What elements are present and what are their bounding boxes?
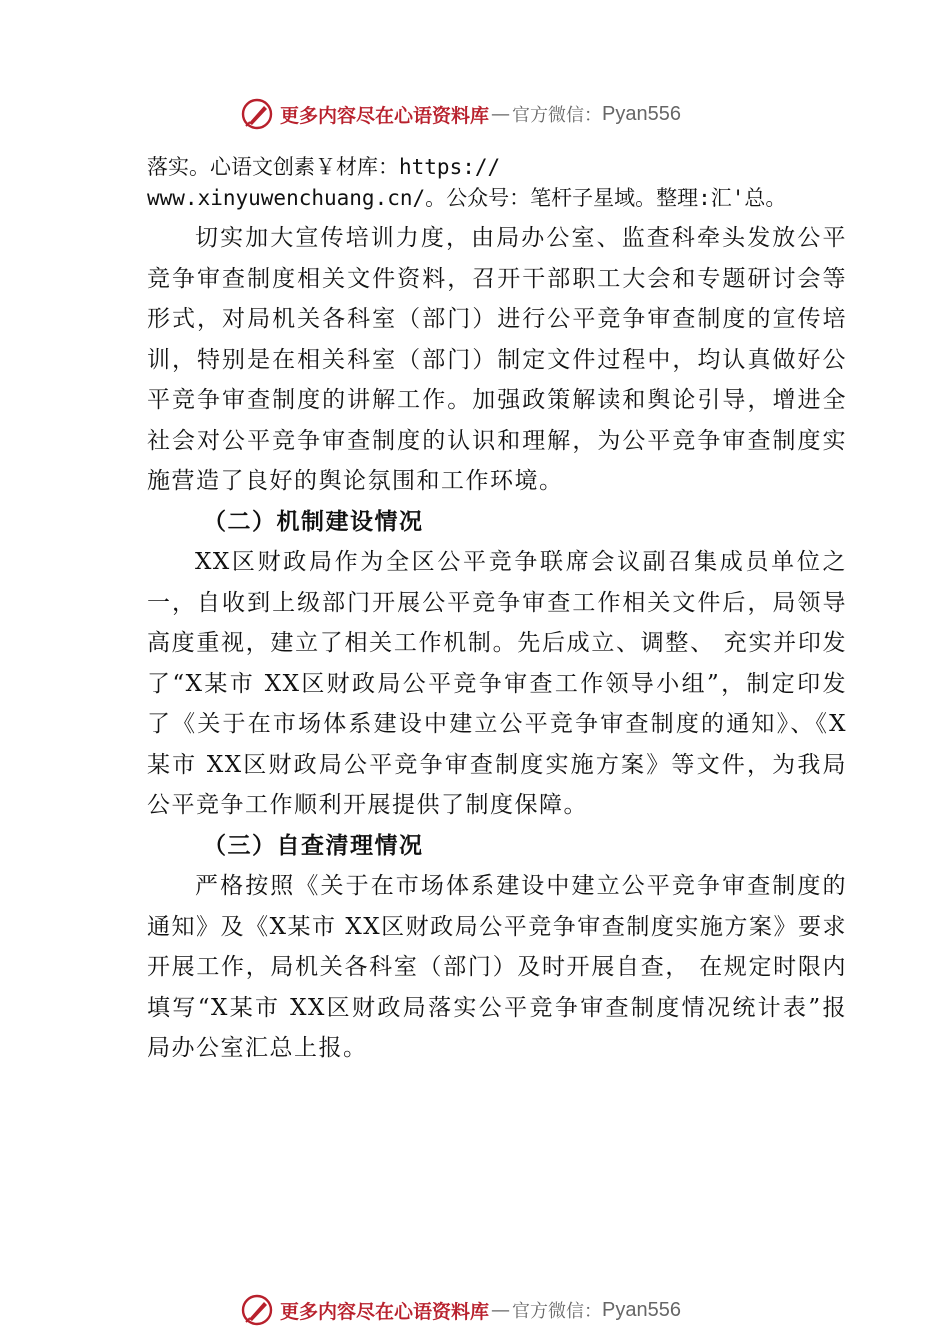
paragraph-mechanism: XX区财政局作为全区公平竞争联席会议副召集成员单位之一，自收到上级部门开展公平竞争审查工作相关文件后，局领导高度重视，建立了相关工作机制。先后成立、调整、 充实并印发了“X某市 XX区财政局公平竞争审查工作领导小组”，制定印发了《关于在市场体系建设中建立公平竞争审查制度的通知》、《X某市 XX区财政局公平竞争审查制度实施方案》等文件，为我局公平竞争工作顺利开展提供了制度保障。 [147, 549, 847, 818]
banner-wechat-id: Pyan556 [602, 1298, 681, 1321]
intro-paragraph [147, 152, 847, 214]
banner-wechat-label: 官方微信： [512, 1301, 603, 1322]
header-banner [240, 96, 681, 132]
intro-line-1: 落实。心语文创素￥材库：https:// [147, 155, 501, 179]
pen-circle-logo-icon [240, 1293, 274, 1327]
banner-dash: — [491, 1299, 511, 1321]
document-body [147, 152, 847, 1069]
section-heading-self-check: （三）自查清理情况 [203, 831, 424, 859]
paragraph-publicity: 切实加大宣传培训力度，由局办公室、监查科牵头发放公平竞争审查制度相关文件资料，召开干部职工大会和专题研讨会等形式，对局机关各科室（部门）进行公平竞争审查制度的宣传培训，特别是在相关科室（部门）制定文件过程中，均认真做好公平竞争审查制度的讲解工作。加强政策解读和舆论引导，增进全社会对公平竞争审查制度的认识和理解，为公平竞争审查制度实施营造了良好的舆论氛围和工作环境。 [147, 225, 847, 494]
banner-wechat-id: Pyan556 [602, 102, 681, 125]
paragraph-self-check: 严格按照《关于在市场体系建设中建立公平竞争审查制度的通知》及《X某市 XX区财政局公平竞争审查制度实施方案》要求开展工作，局机关各科室（部门）及时开展自查， 在规定时限内填写“X某市 XX区财政局落实公平竞争审查制度情况统计表”报局办公室汇总上报。 [147, 873, 847, 1061]
pen-circle-logo-icon [240, 97, 274, 131]
banner-wechat-label: 官方微信： [512, 105, 603, 126]
banner-dash: — [491, 103, 511, 125]
section-heading-mechanism: （二）机制建设情况 [203, 507, 424, 535]
banner-brand: 更多内容尽在心语资料库 [280, 104, 490, 127]
footer-banner [240, 1292, 681, 1328]
banner-brand: 更多内容尽在心语资料库 [280, 1300, 490, 1323]
intro-line-2: www.xinyuwenchuang.cn/。公众号：笔杆子星域。整理:汇'总。 [147, 186, 787, 210]
